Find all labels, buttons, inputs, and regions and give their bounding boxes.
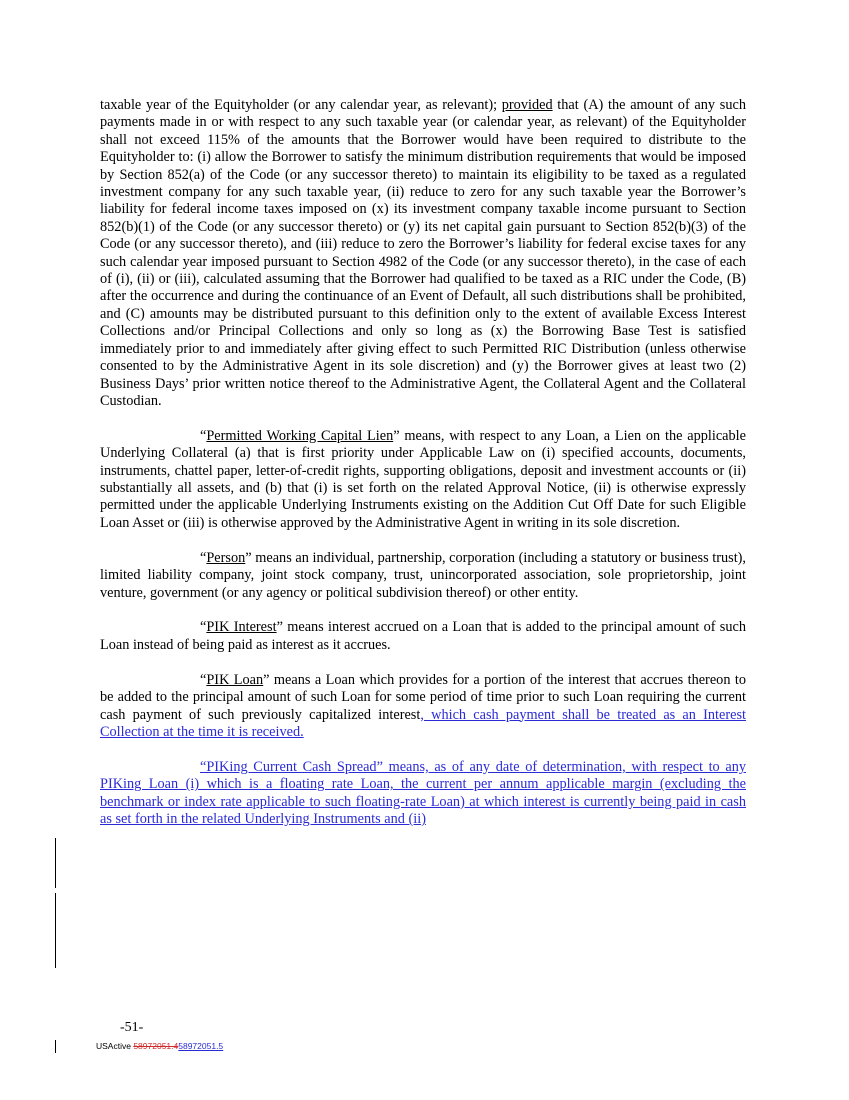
open-quote: “ <box>200 427 207 444</box>
definition-text: ” means an individual, partnership, corporation (including a statutory or business trust), limited liability company, joint stock company, trust, unincorporated association, sole proprietorship, joint venture, government (or any agency or political subdivision thereof) or other entity. <box>100 549 746 601</box>
definition-pik-loan <box>100 672 746 742</box>
document-id <box>96 1041 223 1051</box>
change-bar <box>55 838 56 888</box>
definition-text: ” means, with respect to any Loan, a Lien on the applicable Underlying Collateral (a) that is first priority under Applicable Law on (i) specified accounts, documents, instruments, chattel paper, letter-of-credit rights, supporting obligations, deposit and investment accounts or (ii) substantially all assets, and (b) that (i) is set forth on the related Approval Notice, (ii) is otherwise expressly permitted under the applicable Underlying Instruments existing on the Addition Cut Off Date for such Eligible Loan Asset or (iii) is otherwise approved by the Administrative Agent in writing in its sole discretion. <box>100 427 746 531</box>
document-id-prefix: USActive <box>96 1041 134 1051</box>
defined-term: Permitted Working Capital Lien <box>206 427 394 444</box>
definition-piking-current-cash-spread <box>100 759 746 829</box>
open-quote: “ <box>200 671 207 688</box>
defined-term: Person <box>206 549 246 566</box>
document-body <box>100 97 746 846</box>
inserted-document-id: 58972051.5 <box>178 1041 224 1051</box>
defined-term: PIK Loan <box>206 671 264 688</box>
paragraph-text: taxable year of the Equityholder (or any calendar year, as relevant); <box>100 97 502 113</box>
defined-term: PIK Interest <box>206 619 277 636</box>
change-bar <box>55 893 56 968</box>
paragraph-text: that (A) the amount of any such payments made in or with respect to any such taxable year (or calendar year, as relevant) of the Equityholder shall not exceed 115% of the amounts that the Borrower would have been required to distribute to the Equityholder to: (i) allow the Borrower to satisfy the minimum distribution requirements that would be imposed by Section 852(a) of the Code (or any successor thereto) to maintain its eligibility to be taxed as a regulated investment company for any such taxable year, (ii) reduce to zero for any such taxable year the Borrower’s liability for federal income taxes imposed on (x) its investment company taxable income pursuant to Section 852(b)(1) of the Code (or any successor thereto) or (y) its net capital gain pursuant to Section 852(b)(3) of the Code (or any successor thereto), and (iii) reduce to zero the Borrower’s liability for federal excise taxes for any such calendar year imposed pursuant to Section 4982 of the Code (or any successor thereto), in the case of each of (i), (ii) or (iii), calculated assuming that the Borrower had qualified to be taxed as a RIC under the Code, (B) after the occurrence and during the continuance of an Event of Default, all such distributions shall be prohibited, and (C) amounts may be distributed pursuant to this definition only to the extent of available Excess Interest Collections and/or Principal Collections and only so long as (x) the Borrowing Base Test is satisfied immediately prior to and immediately after giving effect to such Permitted RIC Distribution (unless otherwise consented to by the Administrative Agent in its sole discretion) and (y) the Borrower gives at least two (2) Business Days’ prior written notice thereof to the Administrative Agent, the Collateral Agent and the Collateral Custodian. <box>100 97 746 409</box>
definition-text: ” means interest accrued on a Loan that is added to the principal amount of such Loan instead of being paid as interest as it accrues. <box>100 619 746 653</box>
definition-person <box>100 550 746 602</box>
definition-pik-interest <box>100 619 746 654</box>
inserted-text: “PIKing Current Cash Spread” means, as of any date of determination, with respect to any PIKing Loan (i) which is a floating rate Loan, the current per annum applicable margin (excluding the benchmark or index rate applicable to such floating-rate Loan) at which interest is currently being paid in cash as set forth in the related Underlying Instruments and (ii) <box>100 758 746 828</box>
definition-text: ” means a Loan which provides for a portion of the interest that accrues thereon to be added to the principal amount of such Loan for some period of time prior to such Loan requiring the current cash payment of such previously capitalized interest <box>100 671 746 723</box>
page-number: -51- <box>120 1020 144 1035</box>
change-bar <box>55 1040 56 1053</box>
deleted-document-id: 58972051.4 <box>133 1041 179 1051</box>
open-quote: “ <box>200 549 207 566</box>
open-quote: “ <box>200 619 207 636</box>
inserted-text: , which cash payment shall be treated as an Interest Collection at the time it is received. <box>100 706 746 740</box>
paragraph-permitted-ric-distribution-continued <box>100 97 746 410</box>
provided-term: provided <box>501 97 553 113</box>
definition-permitted-working-capital-lien <box>100 428 746 532</box>
